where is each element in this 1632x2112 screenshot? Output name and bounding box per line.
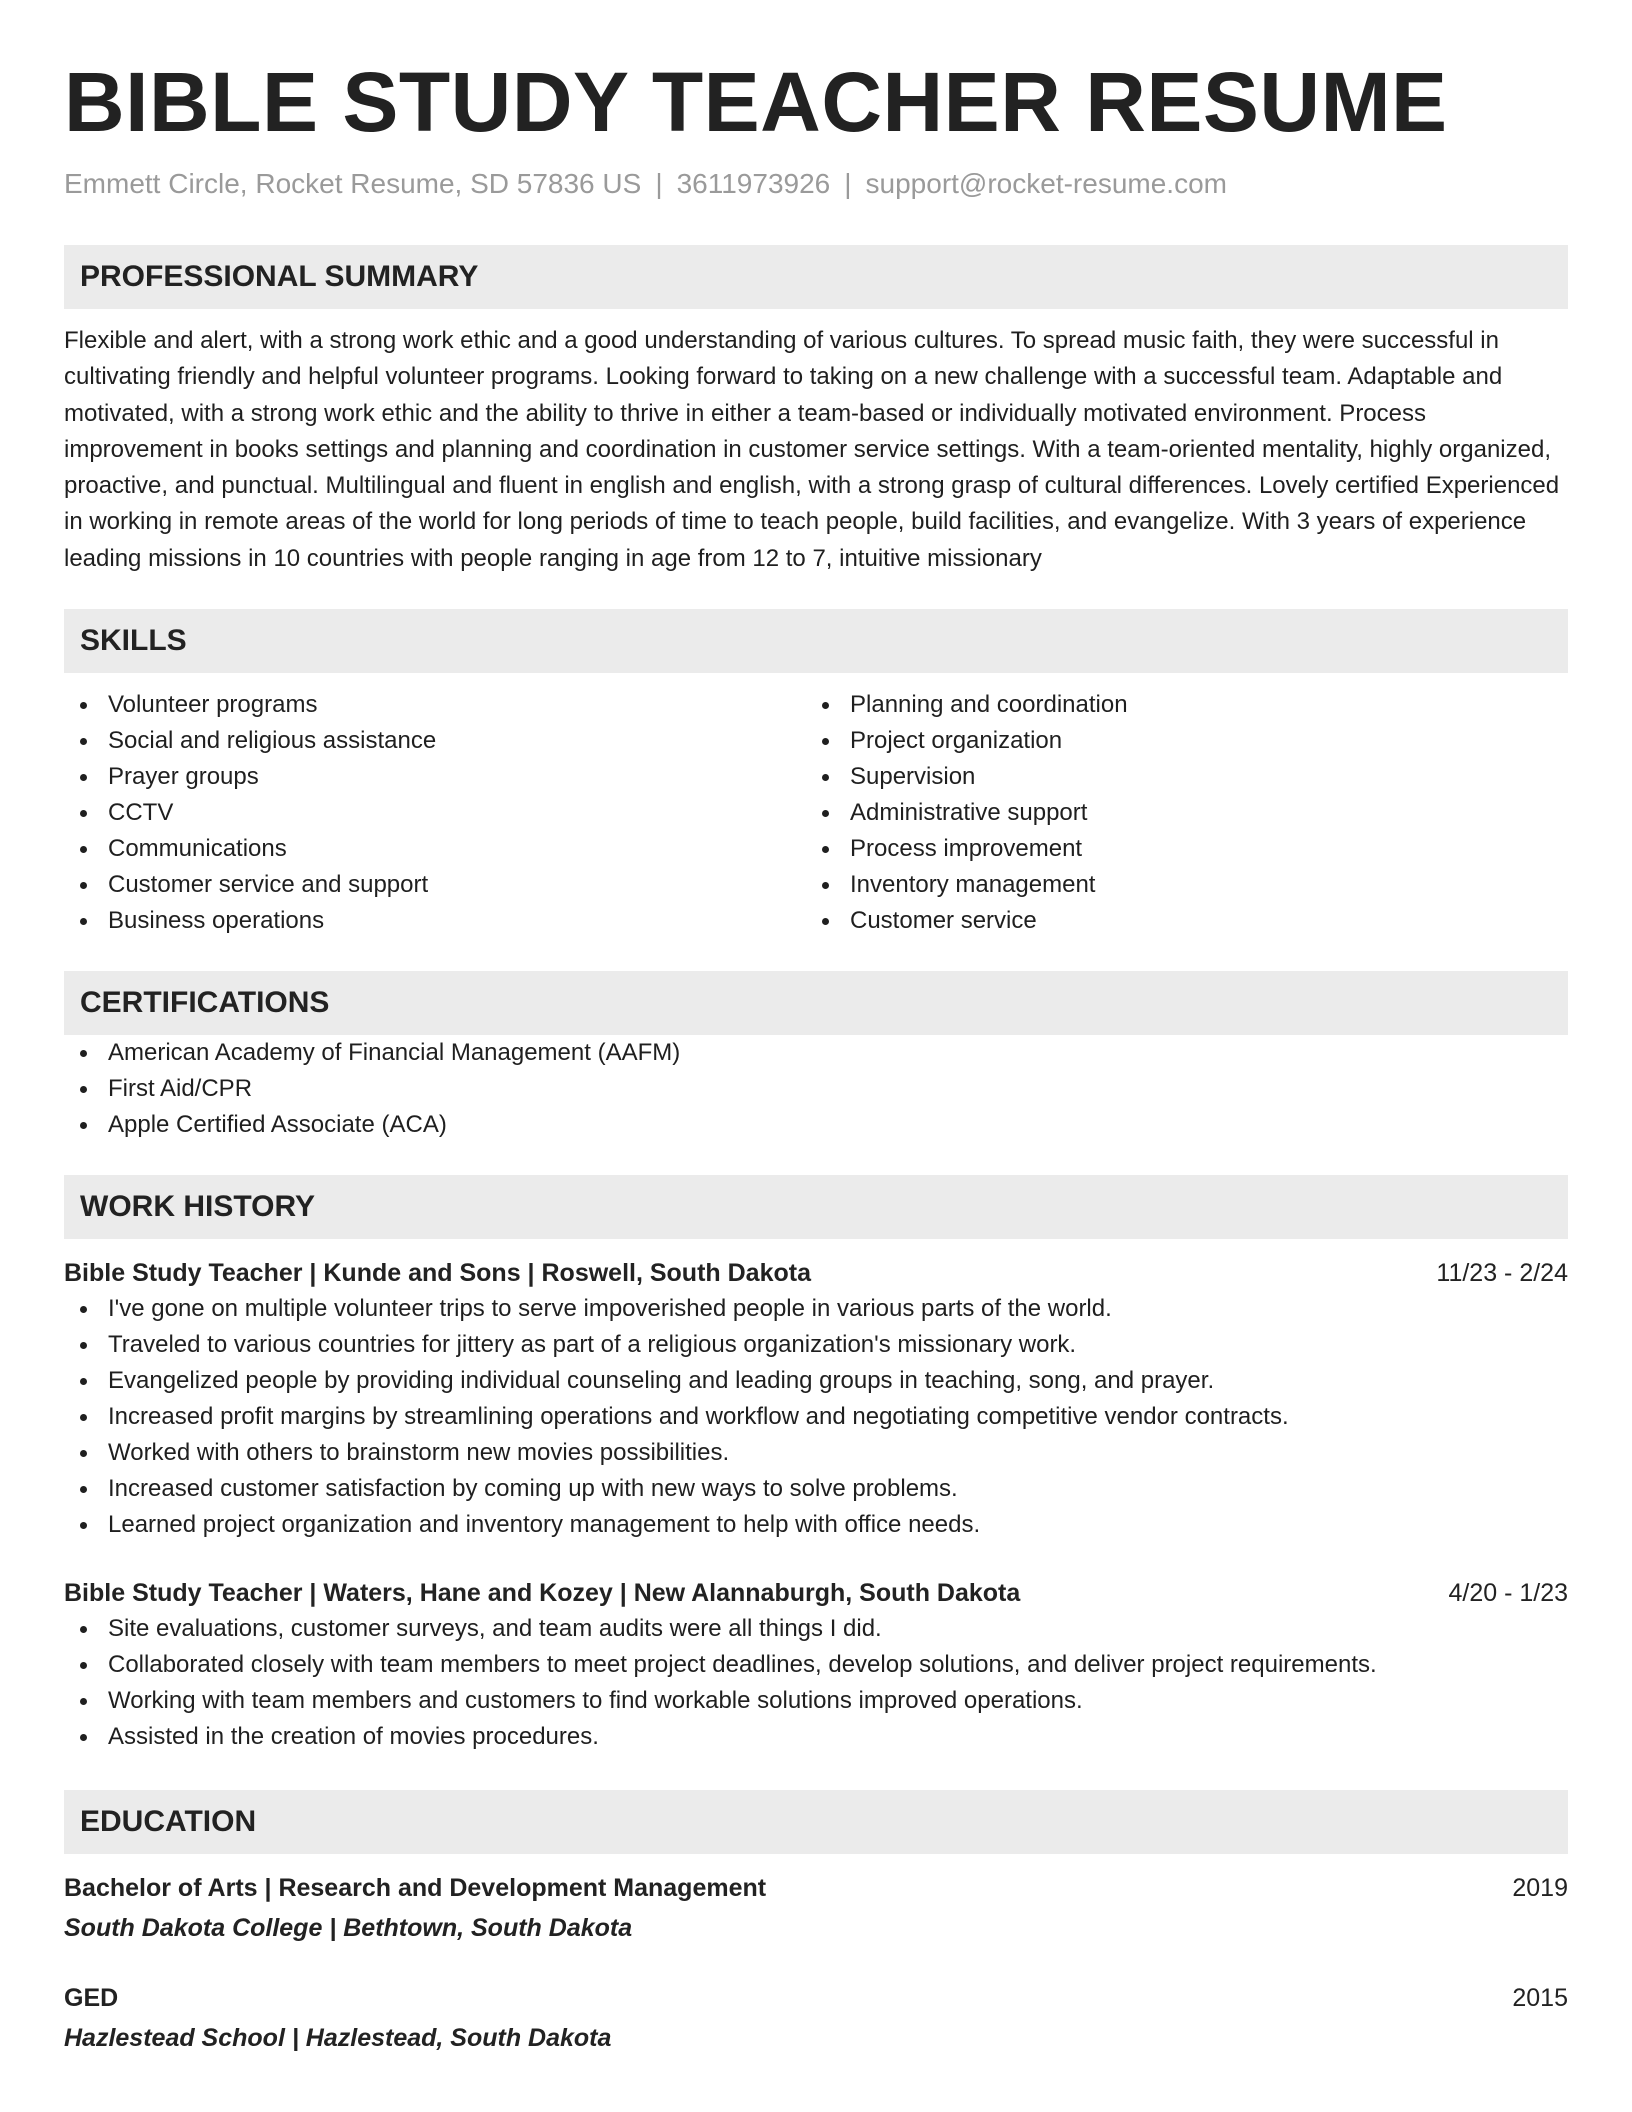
- education-degree: GED: [64, 1984, 119, 2013]
- skills-column-right: [806, 687, 1548, 939]
- certification-item: First Aid/CPR: [64, 1071, 1568, 1107]
- contact-email[interactable]: support@rocket-resume.com: [865, 168, 1227, 199]
- job-bullet: Assisted in the creation of movies procedures.: [64, 1719, 1568, 1755]
- skill-item: Inventory management: [806, 867, 1548, 903]
- job-bullet: Evangelized people by providing individual counseling and leading groups in teaching, song, and prayer.: [64, 1363, 1568, 1399]
- contact-phone: 3611973926: [676, 168, 831, 199]
- job-title: Bible Study Teacher | Waters, Hane and Kozey | New Alannaburgh, South Dakota: [64, 1579, 1021, 1608]
- education-year: 2019: [1512, 1874, 1568, 1903]
- job-heading-row: [64, 1575, 1568, 1611]
- contact-line: [64, 166, 1568, 202]
- education-heading-row: [64, 1980, 1568, 2016]
- job-bullet: Working with team members and customers to find workable solutions improved operations.: [64, 1683, 1568, 1719]
- skill-item: Communications: [64, 831, 806, 867]
- skill-item: Customer service and support: [64, 867, 806, 903]
- contact-address: Emmett Circle, Rocket Resume, SD 57836 US: [64, 168, 642, 199]
- job-bullet: Worked with others to brainstorm new movies possibilities.: [64, 1435, 1568, 1471]
- certification-item: American Academy of Financial Management (AAFM): [64, 1035, 1568, 1071]
- job-bullet: Learned project organization and inventory management to help with office needs.: [64, 1507, 1568, 1543]
- job-bullet: I've gone on multiple volunteer trips to serve impoverished people in various parts of the world.: [64, 1291, 1568, 1327]
- skill-item: Administrative support: [806, 795, 1548, 831]
- skill-item: Process improvement: [806, 831, 1548, 867]
- education-school: Hazlestead School | Hazlestead, South Dakota: [64, 2024, 612, 2053]
- job-bullet: Collaborated closely with team members to meet project deadlines, develop solutions, and deliver project requirements.: [64, 1647, 1568, 1683]
- contact-separator: |: [655, 168, 663, 199]
- skill-item: Project organization: [806, 723, 1548, 759]
- education-entry: [64, 1870, 1568, 1946]
- section-header-education: EDUCATION: [64, 1790, 1568, 1854]
- job-bullet: Increased profit margins by streamlining operations and workflow and negotiating competitive vendor contracts.: [64, 1399, 1568, 1435]
- education-heading-row: [64, 1870, 1568, 1906]
- section-header-certifications: CERTIFICATIONS: [64, 971, 1568, 1035]
- skill-item: Prayer groups: [64, 759, 806, 795]
- section-header-summary: PROFESSIONAL SUMMARY: [64, 245, 1568, 309]
- summary-text: Flexible and alert, with a strong work ethic and a good understanding of various cultures. To spread music faith, they were successful in cultivating friendly and helpful volunteer programs. Looking forward to taking on a new challenge with a successful team. Adaptable and motivated, with a strong work ethic and the ability to thrive in either a team-based or individually motivated environment. Process improvement in books settings and planning and coordination in customer service settings. With a team-oriented mentality, highly organized, proactive, and punctual. Multilingual and fluent in english and english, with a strong grasp of cultural differences. Lovely certified Experienced in working in remote areas of the world for long periods of time to teach people, build facilities, and evangelize. With 3 years of experience leading missions in 10 countries with people ranging in age from 12 to 7, intuitive missionary: [64, 327, 1560, 572]
- job-entry: [64, 1255, 1568, 1543]
- resume-page: [64, 0, 1568, 2056]
- job-bullet: Increased customer satisfaction by coming up with new ways to solve problems.: [64, 1471, 1568, 1507]
- section-header-skills: SKILLS: [64, 609, 1568, 673]
- education-entry: [64, 1980, 1568, 2056]
- certification-item: Apple Certified Associate (ACA): [64, 1107, 1568, 1143]
- job-bullet-list: [64, 1611, 1568, 1755]
- skill-item: Supervision: [806, 759, 1548, 795]
- skill-item: Planning and coordination: [806, 687, 1548, 723]
- contact-separator: |: [844, 168, 852, 199]
- job-bullet: Site evaluations, customer surveys, and team audits were all things I did.: [64, 1611, 1568, 1647]
- skill-item: Customer service: [806, 903, 1548, 939]
- job-entry: [64, 1575, 1568, 1755]
- job-bullet: Traveled to various countries for jittery as part of a religious organization's missionary work.: [64, 1327, 1568, 1363]
- skills-grid: [64, 687, 1568, 939]
- skill-item: Volunteer programs: [64, 687, 806, 723]
- job-dates: 4/20 - 1/23: [1448, 1579, 1568, 1608]
- resume-title: BIBLE STUDY TEACHER RESUME: [64, 55, 1448, 149]
- skills-column-left: [64, 687, 806, 939]
- skill-item: CCTV: [64, 795, 806, 831]
- certification-list: [64, 1035, 1568, 1143]
- section-header-work-history: WORK HISTORY: [64, 1175, 1568, 1239]
- education-degree: Bachelor of Arts | Research and Development Management: [64, 1874, 767, 1903]
- job-title: Bible Study Teacher | Kunde and Sons | Roswell, South Dakota: [64, 1259, 811, 1288]
- job-bullet-list: [64, 1291, 1568, 1543]
- skill-item: Business operations: [64, 903, 806, 939]
- education-school: South Dakota College | Bethtown, South Dakota: [64, 1914, 633, 1943]
- skill-item: Social and religious assistance: [64, 723, 806, 759]
- job-dates: 11/23 - 2/24: [1436, 1259, 1568, 1288]
- education-year: 2015: [1512, 1984, 1568, 2013]
- job-heading-row: [64, 1255, 1568, 1291]
